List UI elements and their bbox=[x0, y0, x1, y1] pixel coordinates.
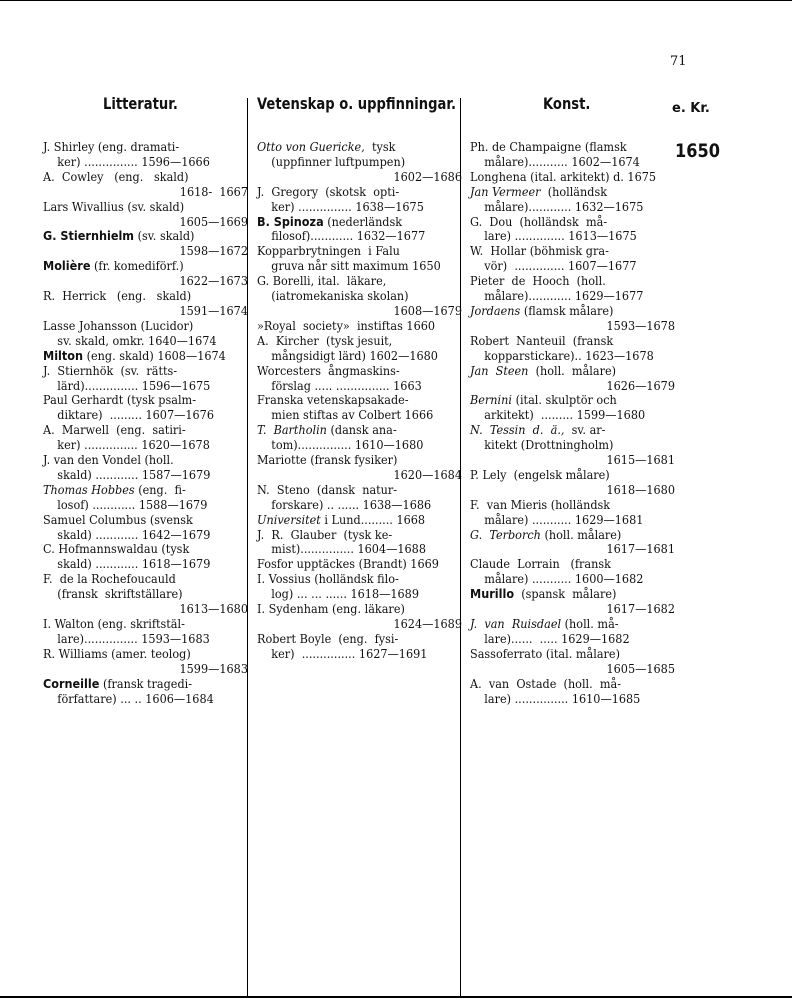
entry-text: 1602—1686 bbox=[393, 168, 462, 184]
entry-line bbox=[64, 215, 249, 230]
entry-line bbox=[257, 423, 442, 438]
entry-line bbox=[470, 304, 655, 319]
entry-text: I. Sydenham (eng. läkare) bbox=[257, 601, 405, 617]
entry-line bbox=[470, 334, 655, 349]
entry-line bbox=[43, 393, 228, 408]
entry-line bbox=[257, 513, 442, 528]
entry-text: 1591—1674 bbox=[179, 302, 248, 318]
page-number: 71 bbox=[670, 54, 687, 69]
entry-line bbox=[64, 662, 249, 677]
entry-line bbox=[470, 632, 655, 647]
entry-text: Samuel Columbus (svensk bbox=[43, 511, 193, 527]
entry-line bbox=[491, 542, 676, 557]
entry-line bbox=[257, 557, 442, 572]
entry-text: (spansk målare) bbox=[514, 586, 617, 602]
entry-text: forskare) .. ...... 1638—1686 bbox=[257, 496, 432, 512]
entry-line bbox=[43, 468, 228, 483]
entry-text: log) ... ... ...... 1618—1689 bbox=[257, 586, 419, 602]
entry-line bbox=[470, 274, 655, 289]
entry-line bbox=[43, 349, 228, 364]
entry-text: Molière bbox=[43, 258, 91, 274]
entry-text: Robert Nanteuil (fransk bbox=[470, 332, 614, 348]
entry-text: 1622—1673 bbox=[179, 273, 248, 289]
entry-line bbox=[43, 408, 228, 423]
entry-line bbox=[470, 513, 655, 528]
entry-text: Paul Gerhardt (tysk psalm- bbox=[43, 392, 197, 408]
entry-line bbox=[64, 602, 249, 617]
entry-line bbox=[257, 542, 442, 557]
entry-text: (iatromekaniska skolan) bbox=[257, 288, 409, 304]
entry-line bbox=[64, 185, 249, 200]
entry-line bbox=[257, 393, 442, 408]
entry-line bbox=[470, 229, 655, 244]
entry-text: målare) ........... 1629—1681 bbox=[470, 511, 644, 527]
entry-text: 1598—1672 bbox=[179, 243, 248, 259]
entry-text: G. Stiernhielm bbox=[43, 228, 135, 244]
entry-line bbox=[43, 587, 228, 602]
entry-line bbox=[491, 662, 676, 677]
entry-line bbox=[470, 692, 655, 707]
entry-text: (flamsk målare) bbox=[520, 302, 614, 318]
entry-text: Lars Wivallius (sv. skald) bbox=[43, 198, 185, 214]
entry-line bbox=[43, 692, 228, 707]
entry-text: (holländsk bbox=[540, 183, 608, 199]
entry-text: ker) ............... 1627—1691 bbox=[257, 645, 428, 661]
entry-line bbox=[470, 349, 655, 364]
entry-line bbox=[43, 453, 228, 468]
entry-text: F. van Mieris (holländsk bbox=[470, 496, 611, 512]
entry-line bbox=[470, 170, 655, 185]
entry-text: 1613—1680 bbox=[179, 601, 248, 617]
entry-line bbox=[257, 438, 442, 453]
entry-line bbox=[43, 200, 228, 215]
entry-text: målare) ........... 1600—1682 bbox=[470, 571, 644, 587]
entry-text: F. de la Rochefoucauld bbox=[43, 571, 176, 587]
entry-text: målare)............ 1632—1675 bbox=[470, 198, 644, 214]
entry-text: Worcesters ångmaskins- bbox=[257, 362, 400, 378]
entry-text: Jan Vermeer bbox=[470, 183, 541, 199]
entry-text: skald) ............ 1587—1679 bbox=[43, 466, 211, 482]
entry-line bbox=[43, 677, 228, 692]
entry-text: målare)............ 1629—1677 bbox=[470, 288, 644, 304]
entry-line bbox=[43, 438, 228, 453]
entry-line bbox=[491, 453, 676, 468]
entry-text: författare) ... .. 1606—1684 bbox=[43, 690, 214, 706]
entry-text: (dansk ana- bbox=[326, 422, 397, 438]
entry-text: (holl. målare) bbox=[528, 362, 617, 378]
entry-line bbox=[64, 244, 249, 259]
entry-text: J. R. Glauber (tysk ke- bbox=[257, 526, 393, 542]
entry-line bbox=[43, 289, 228, 304]
entry-line bbox=[257, 215, 442, 230]
entry-line bbox=[491, 483, 676, 498]
entry-text: (uppfinner luftpumpen) bbox=[257, 153, 406, 169]
entry-line bbox=[257, 259, 442, 274]
entry-text: 1626—1679 bbox=[606, 377, 675, 393]
entry-text: Sassoferrato (ital. målare) bbox=[470, 645, 620, 661]
entry-line bbox=[257, 140, 442, 155]
year-label: 1650 bbox=[675, 140, 720, 162]
entry-text: sv. ar- bbox=[564, 422, 606, 438]
entry-line bbox=[257, 155, 442, 170]
entry-text: 1599—1683 bbox=[179, 660, 248, 676]
entry-text: 1617—1681 bbox=[606, 541, 675, 557]
entry-text: W. Hollar (böhmisk gra- bbox=[470, 243, 609, 259]
bottom-rule bbox=[0, 996, 792, 998]
entry-text: J. van Ruisdael bbox=[470, 616, 562, 631]
entry-text: arkitekt) ......... 1599—1680 bbox=[470, 407, 646, 423]
entry-text: Kopparbrytningen i Falu bbox=[257, 243, 400, 259]
entry-line bbox=[278, 170, 463, 185]
entry-text: Ph. de Champaigne (flamsk bbox=[470, 139, 627, 154]
entry-line bbox=[43, 572, 228, 587]
entry-text: Mariotte (fransk fysiker) bbox=[257, 452, 398, 468]
entry-line bbox=[43, 364, 228, 379]
entry-text: mien stiftas av Colbert 1666 bbox=[257, 407, 434, 423]
entry-line bbox=[257, 229, 442, 244]
entry-text: G. Borelli, ital. läkare, bbox=[257, 273, 387, 289]
entry-text: kopparstickare).. 1623—1678 bbox=[470, 347, 654, 363]
entry-text: (holl. må- bbox=[561, 616, 619, 631]
entry-line bbox=[43, 632, 228, 647]
entry-text: A. Cowley (eng. skald) bbox=[43, 168, 189, 184]
entry-line bbox=[257, 528, 442, 543]
entry-text: Pieter de Hooch (holl. bbox=[470, 273, 606, 289]
entry-text: gruva når sitt maximum 1650 bbox=[257, 258, 441, 274]
entry-text: (eng. fi- bbox=[134, 481, 186, 497]
entry-line bbox=[470, 677, 655, 692]
entry-text: ker) ............... 1596—1666 bbox=[43, 153, 210, 169]
entry-line bbox=[470, 498, 655, 513]
entry-text: A. Marwell (eng. satiri- bbox=[43, 422, 186, 438]
entry-text: filosof)............ 1632—1677 bbox=[257, 228, 426, 244]
entry-line bbox=[470, 617, 655, 632]
entry-line bbox=[470, 244, 655, 259]
entry-line bbox=[257, 587, 442, 602]
entry-text: i Lund......... 1668 bbox=[320, 511, 426, 527]
entry-line bbox=[470, 259, 655, 274]
entry-text: G. Dou (holländsk må- bbox=[470, 213, 608, 229]
entry-line bbox=[43, 155, 228, 170]
entry-text: 1605—1685 bbox=[606, 660, 675, 676]
entry-text: (fransk tragedi- bbox=[99, 675, 193, 691]
entry-line bbox=[470, 587, 655, 602]
entry-text: (fransk skriftställare) bbox=[43, 586, 183, 602]
entry-line bbox=[257, 602, 442, 617]
entry-text: 1618- 1667 bbox=[179, 183, 248, 199]
entry-line bbox=[43, 617, 228, 632]
entry-line bbox=[470, 408, 655, 423]
entry-text: N. Steno (dansk natur- bbox=[257, 481, 398, 497]
entry-line bbox=[64, 274, 249, 289]
entry-line bbox=[257, 572, 442, 587]
heading-vetenskap: Vetenskap o. uppfinningar. bbox=[257, 94, 456, 113]
entry-line bbox=[43, 140, 228, 155]
entry-line bbox=[257, 632, 442, 647]
entry-text: T. Bartholin bbox=[257, 422, 327, 438]
entry-text: B. Spinoza bbox=[257, 213, 324, 229]
entry-text: lare) .............. 1613—1675 bbox=[470, 228, 637, 244]
entry-text: (ital. skulptör och bbox=[511, 392, 617, 408]
entry-line bbox=[43, 557, 228, 572]
entry-line bbox=[278, 617, 463, 632]
entry-text: A. Kircher (tysk jesuit, bbox=[257, 332, 393, 348]
entry-text: (fr. komediförf.) bbox=[90, 258, 184, 274]
entry-line bbox=[257, 453, 442, 468]
entry-text: J. Gregory (skotsk opti- bbox=[257, 183, 400, 199]
entry-line bbox=[470, 289, 655, 304]
entry-line bbox=[257, 647, 442, 662]
heading-litteratur: Litteratur. bbox=[103, 94, 178, 113]
entry-text: förslag ..... ............... 1663 bbox=[257, 377, 422, 393]
entry-text: Corneille bbox=[43, 675, 100, 691]
entry-text: Milton bbox=[43, 347, 84, 363]
entry-text: Bernini bbox=[470, 392, 512, 408]
entry-text: mångsidigt lärd) 1602—1680 bbox=[257, 347, 438, 363]
entry-text: R. Herrick (eng. skald) bbox=[43, 288, 192, 304]
entry-line bbox=[257, 498, 442, 513]
entry-line bbox=[257, 200, 442, 215]
entry-line bbox=[257, 483, 442, 498]
entry-text: Murillo bbox=[470, 586, 515, 602]
entry-text: 1618—1680 bbox=[606, 481, 675, 497]
entry-text: I. Walton (eng. skriftstäl- bbox=[43, 616, 185, 631]
entry-text: J. Stiernhök (sv. rätts- bbox=[43, 362, 178, 378]
entry-text: (sv. skald) bbox=[134, 228, 195, 244]
entry-text: diktare) ......... 1607—1676 bbox=[43, 407, 214, 423]
entry-text: Jan Steen bbox=[470, 362, 529, 378]
entry-line bbox=[470, 393, 655, 408]
entry-line bbox=[257, 185, 442, 200]
entry-text: kitekt (Drottningholm) bbox=[470, 437, 614, 453]
entry-text: G. Terborch bbox=[470, 526, 541, 542]
era-label: e. Kr. bbox=[672, 101, 710, 116]
entry-line bbox=[278, 304, 463, 319]
entry-line bbox=[257, 379, 442, 394]
entry-line bbox=[257, 289, 442, 304]
entry-line bbox=[491, 602, 676, 617]
entry-line bbox=[257, 274, 442, 289]
entry-text: tysk bbox=[364, 139, 396, 154]
entry-text: lärd)............... 1596—1675 bbox=[43, 377, 211, 393]
entry-text: Longhena (ital. arkitekt) d. 1675 bbox=[470, 168, 657, 184]
entry-line bbox=[470, 185, 655, 200]
entry-text: 1624—1689 bbox=[393, 616, 462, 631]
entry-text: P. Lely (engelsk målare) bbox=[470, 466, 610, 482]
entry-line bbox=[491, 379, 676, 394]
entry-line bbox=[491, 319, 676, 334]
entry-line bbox=[470, 647, 655, 662]
entry-text: A. van Ostade (holl. må- bbox=[470, 675, 622, 691]
entry-text: Jordaens bbox=[470, 302, 521, 318]
entry-text: J. van den Vondel (holl. bbox=[43, 452, 174, 468]
entry-line bbox=[43, 647, 228, 662]
entry-line bbox=[43, 423, 228, 438]
entry-line bbox=[470, 528, 655, 543]
entry-text: Otto von Guericke, bbox=[257, 139, 365, 154]
entry-line bbox=[470, 468, 655, 483]
entry-text: I. Vossius (holländsk filo- bbox=[257, 571, 399, 587]
entry-text: Thomas Hobbes bbox=[43, 481, 135, 497]
entry-line bbox=[257, 408, 442, 423]
entry-line bbox=[64, 304, 249, 319]
entry-text: ker) ............... 1638—1675 bbox=[257, 198, 424, 214]
entry-text: (holl. målare) bbox=[540, 526, 622, 542]
entry-text: ker) ............... 1620—1678 bbox=[43, 437, 210, 453]
column-konst bbox=[470, 140, 675, 706]
entry-text: 1593—1678 bbox=[606, 317, 675, 333]
entry-text: Franska vetenskapsakade- bbox=[257, 392, 409, 408]
entry-text: J. Shirley (eng. dramati- bbox=[43, 139, 180, 154]
entry-text: R. Williams (amer. teolog) bbox=[43, 645, 191, 661]
entry-line bbox=[257, 244, 442, 259]
entry-text: Lasse Johansson (Lucidor) bbox=[43, 317, 194, 333]
entry-line bbox=[470, 155, 655, 170]
entry-text: Claude Lorrain (fransk bbox=[470, 556, 611, 572]
entry-text: 1605—1669 bbox=[179, 213, 248, 229]
entry-text: mist)............... 1604—1688 bbox=[257, 541, 426, 557]
entry-line bbox=[470, 438, 655, 453]
entry-text: skald) ............ 1618—1679 bbox=[43, 556, 211, 572]
entry-text: Universitet bbox=[257, 511, 321, 527]
entry-text: C. Hofmannswaldau (tysk bbox=[43, 541, 190, 557]
entry-text: tom)............... 1610—1680 bbox=[257, 437, 424, 453]
entry-text: lare) ............... 1610—1685 bbox=[470, 690, 641, 706]
entry-line bbox=[43, 483, 228, 498]
entry-line bbox=[43, 542, 228, 557]
entry-line bbox=[470, 557, 655, 572]
entry-line bbox=[470, 215, 655, 230]
entry-text: skald) ............ 1642—1679 bbox=[43, 526, 211, 542]
entry-line bbox=[278, 468, 463, 483]
entry-text: (eng. skald) 1608—1674 bbox=[83, 347, 226, 363]
entry-text: Fosfor upptäckes (Brandt) 1669 bbox=[257, 556, 439, 572]
entry-line bbox=[43, 259, 228, 274]
entry-line bbox=[43, 170, 228, 185]
top-rule bbox=[0, 0, 792, 1]
entry-text: losof) ............ 1588—1679 bbox=[43, 496, 208, 512]
column-vetenskap bbox=[257, 140, 462, 662]
column-litteratur bbox=[43, 140, 248, 706]
heading-konst: Konst. bbox=[543, 94, 591, 113]
entry-text: 1608—1679 bbox=[393, 302, 462, 318]
entry-line bbox=[43, 379, 228, 394]
entry-text: sv. skald, omkr. 1640—1674 bbox=[43, 332, 217, 348]
entry-line bbox=[470, 572, 655, 587]
entry-text: (nederländsk bbox=[323, 213, 403, 229]
entry-text: vör) .............. 1607—1677 bbox=[470, 258, 637, 274]
entry-line bbox=[470, 200, 655, 215]
entry-line bbox=[470, 423, 655, 438]
entry-line bbox=[257, 334, 442, 349]
entry-line bbox=[43, 498, 228, 513]
entry-line bbox=[43, 319, 228, 334]
entry-line bbox=[257, 319, 442, 334]
entry-line bbox=[470, 140, 655, 155]
entry-text: 1617—1682 bbox=[606, 601, 675, 617]
entry-line bbox=[43, 229, 228, 244]
entry-text: 1615—1681 bbox=[606, 452, 675, 468]
entry-text: 1620—1684 bbox=[393, 466, 462, 482]
entry-text: Robert Boyle (eng. fysi- bbox=[257, 630, 399, 646]
entry-text: lare)...... ..... 1629—1682 bbox=[470, 630, 630, 646]
entry-line bbox=[257, 349, 442, 364]
entry-line bbox=[43, 334, 228, 349]
entry-line bbox=[43, 513, 228, 528]
entry-text: lare)............... 1593—1683 bbox=[43, 630, 210, 646]
entry-line bbox=[257, 364, 442, 379]
entry-line bbox=[43, 528, 228, 543]
entry-text: »Royal society» instiftas 1660 bbox=[257, 317, 436, 333]
entry-text: målare)........... 1602—1674 bbox=[470, 153, 640, 169]
entry-text: N. Tessin d. ä., bbox=[470, 422, 565, 438]
entry-line bbox=[470, 364, 655, 379]
